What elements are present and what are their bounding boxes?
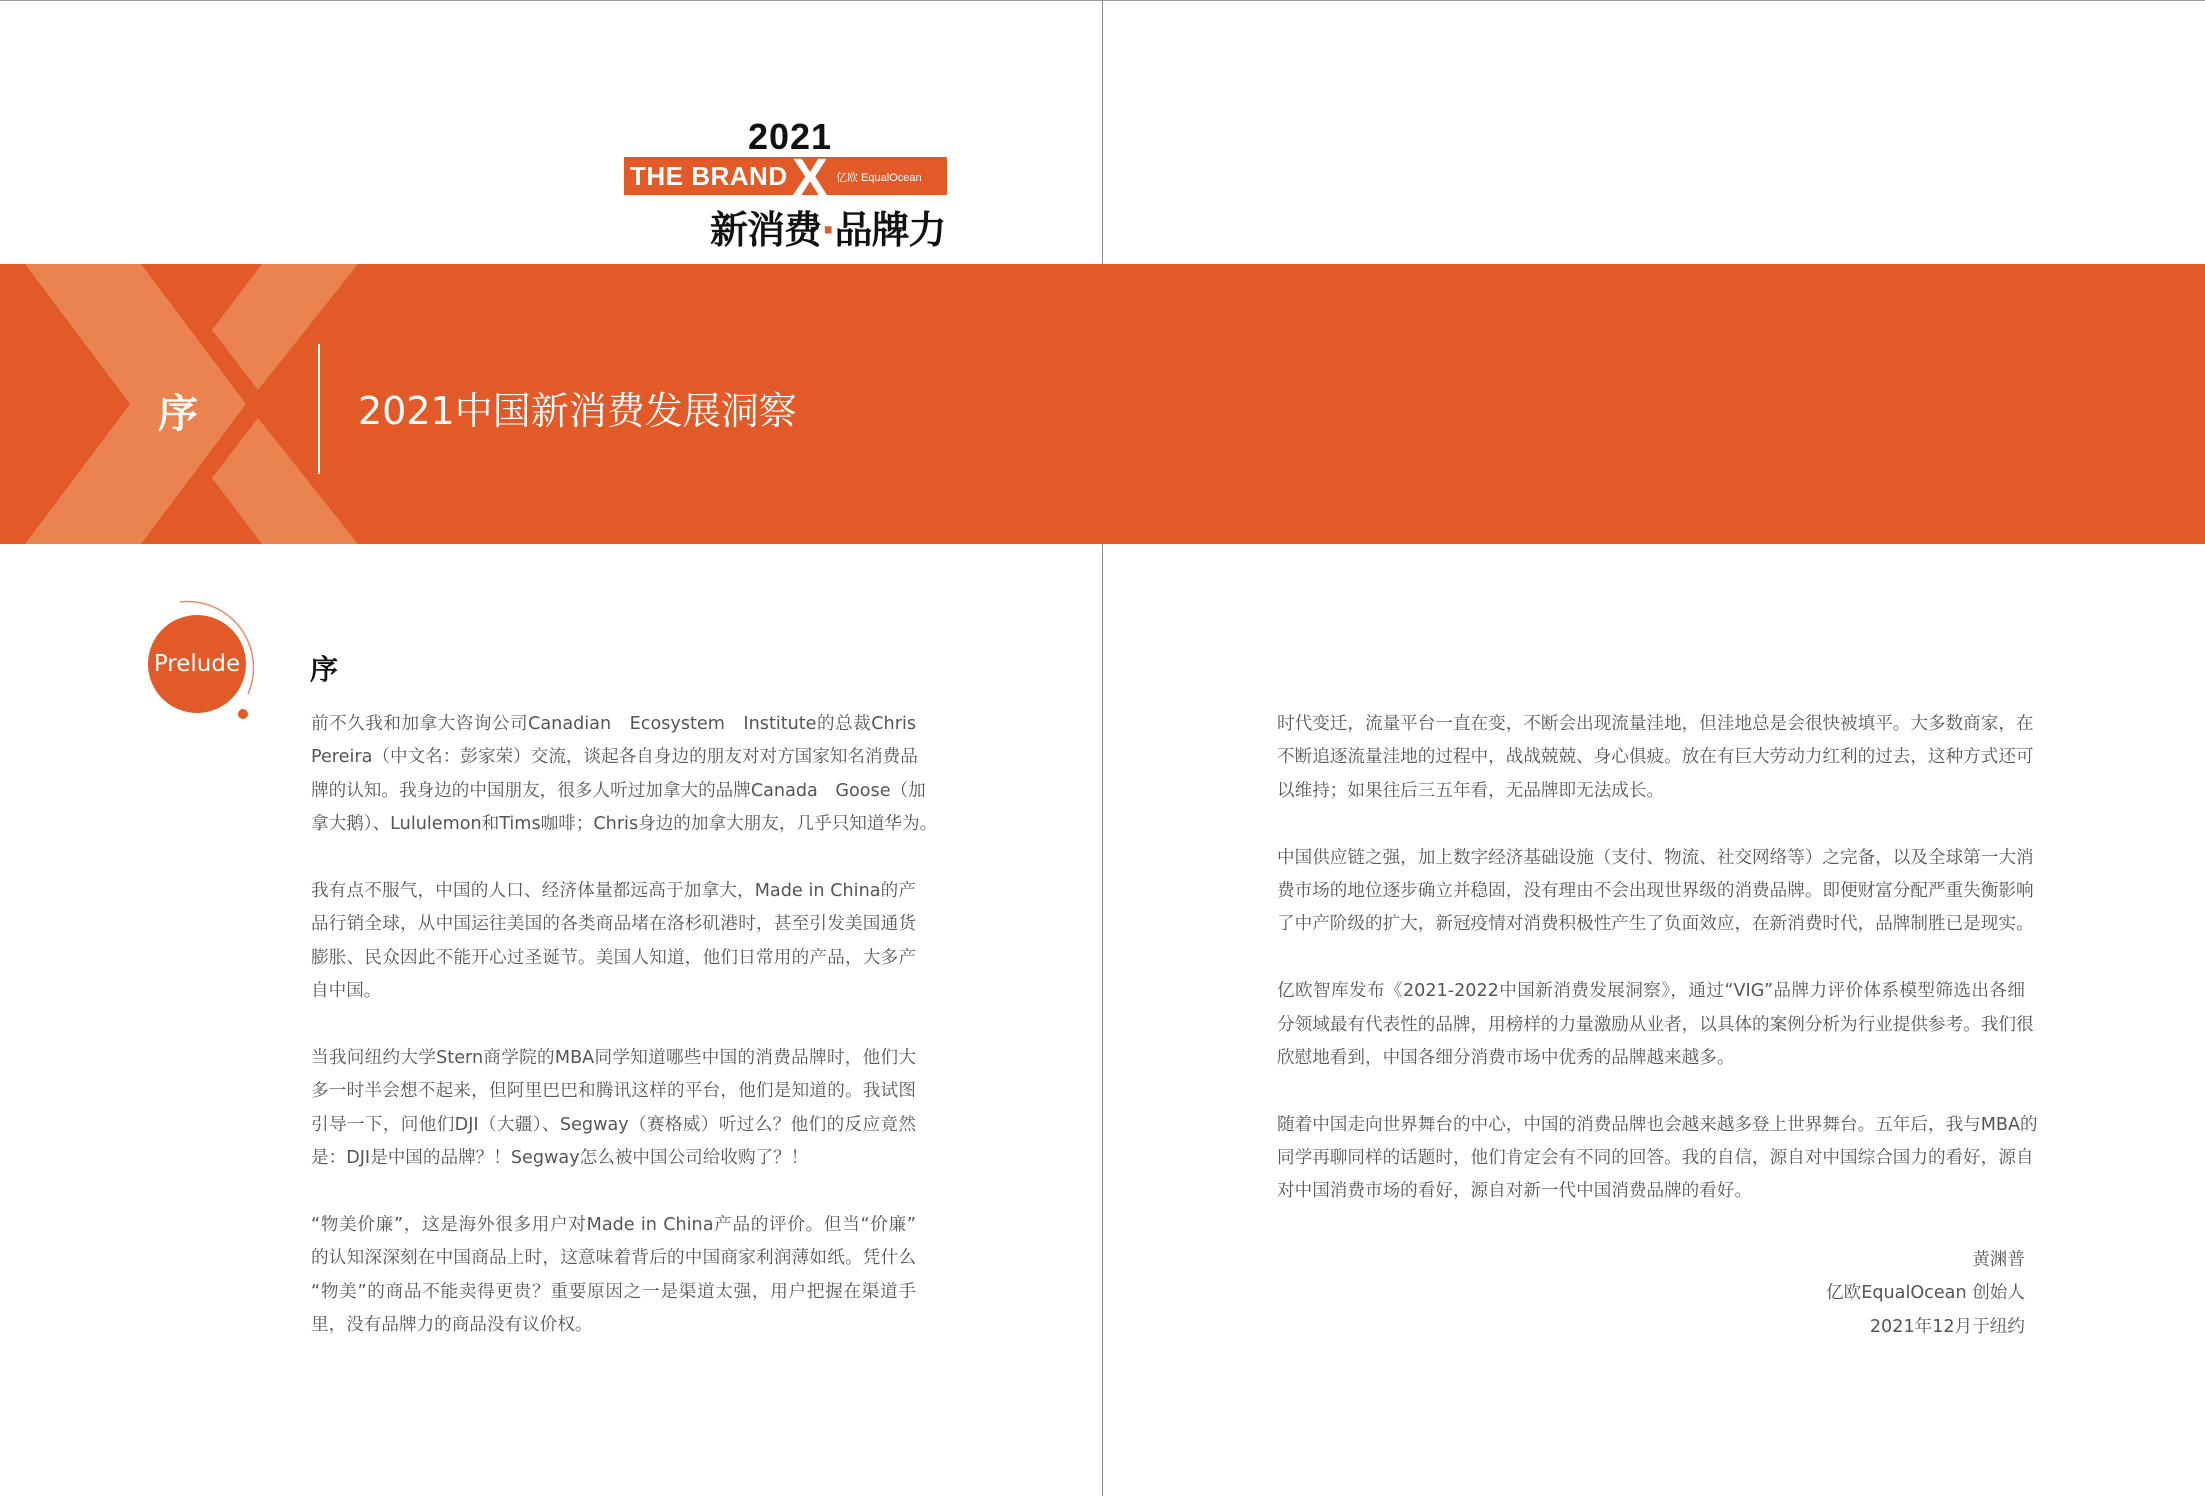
text-line: 引导一下，问他们DJI（大疆）、Segway（赛格威）听过么？他们的反应竟然 bbox=[311, 1114, 916, 1135]
banner-section-char: 序 bbox=[158, 391, 198, 437]
text-line: 了中产阶级的扩大，新冠疫情对消费积极性产生了负面效应，在新消费时代，品牌制胜已是现实。 bbox=[1277, 914, 2034, 935]
left-column-text bbox=[311, 708, 938, 1376]
text-line: 牌的认知。我身边的中国朋友，很多人听过加拿大的品牌Canada Goose（加 bbox=[311, 780, 926, 801]
logo-cn-left: 新消费 bbox=[710, 208, 822, 252]
text-line: Pereira（中文名：彭家荣）交流，谈起各自身边的朋友对对方国家知名消费品 bbox=[311, 747, 918, 768]
text-line: 自中国。 bbox=[311, 981, 382, 1002]
text-line: “物美”的商品不能卖得更贵？重要原因之一是渠道太强，用户把握在渠道手 bbox=[311, 1281, 916, 1302]
prelude-dot bbox=[238, 709, 248, 719]
logo-equalocean: 亿欧 EqualOcean bbox=[836, 172, 922, 184]
text-line: 不断追逐流量洼地的过程中，战战兢兢、身心俱疲。放在有巨大劳动力红利的过去，这种方式还可 bbox=[1277, 747, 2034, 768]
logo-cn-dot: · bbox=[821, 208, 835, 252]
paragraph bbox=[1277, 842, 2034, 942]
logo-year: 2021 bbox=[747, 116, 833, 157]
text-line: 对中国消费市场的看好，源自对新一代中国消费品牌的看好。 bbox=[1277, 1181, 1753, 1202]
section-banner bbox=[0, 264, 2205, 544]
logo-cn-right: 品牌力 bbox=[834, 208, 946, 252]
section-heading: 序 bbox=[310, 653, 339, 686]
page-spread-divider bbox=[1102, 0, 1103, 264]
logo-chinese-title bbox=[710, 199, 945, 254]
page-spread-divider bbox=[1102, 544, 1103, 1496]
text-line: 分领域最有代表性的品牌，用榜样的力量激励从业者，以具体的案例分析为行业提供参考。我们很 bbox=[1277, 1014, 2034, 1035]
text-line: 的认知深深刻在中国商品上时，这意味着背后的中国商家利润薄如纸。凭什么 bbox=[311, 1248, 916, 1269]
text-line: 欣慰地看到，中国各细分消费市场中优秀的品牌越来越多。 bbox=[1277, 1047, 1735, 1068]
signature-date: 2021年12月于纽约 bbox=[1869, 1316, 2025, 1337]
text-line: 多一时半会想不起来，但阿里巴巴和腾讯这样的平台，他们是知道的。我试图 bbox=[311, 1081, 916, 1102]
paragraph bbox=[311, 1209, 916, 1343]
text-line: 费市场的地位逐步确立并稳固，没有理由不会出现世界级的消费品牌。即便财富分配严重失衡影响 bbox=[1277, 880, 2034, 901]
text-line: 我有点不服气，中国的人口、经济体量都远高于加拿大，Made in China的产 bbox=[311, 880, 916, 901]
logo-orange-bar bbox=[624, 148, 947, 208]
text-line: 中国供应链之强，加上数字经济基础设施（支付、物流、社交网络等）之完备，以及全球第一大消 bbox=[1277, 847, 2034, 868]
text-line: 前不久我和加拿大咨询公司Canadian Ecosystem Institute的总裁Chris bbox=[311, 714, 916, 734]
prelude-badge: Prelude bbox=[148, 615, 246, 713]
logo-brand-text: THE BRAND bbox=[630, 161, 788, 191]
text-line: 时代变迁，流量平台一直在变，不断会出现流量洼地，但洼地总是会很快被填平。大多数商家，在 bbox=[1277, 714, 2034, 734]
brand-x-logo bbox=[600, 110, 980, 250]
paragraph bbox=[311, 1042, 916, 1176]
paragraph bbox=[311, 708, 938, 842]
right-column-text bbox=[1277, 708, 2038, 1242]
x-left-chevron bbox=[25, 264, 246, 544]
paragraph bbox=[1277, 1109, 2038, 1209]
banner-title: 2021中国新消费发展洞察 bbox=[358, 389, 797, 433]
text-line: 里，没有品牌力的商品没有议价权。 bbox=[311, 1315, 593, 1336]
text-line: “物美价廉”，这是海外很多用户对Made in China产品的评价。但当“价廉” bbox=[311, 1214, 916, 1235]
text-line: 品行销全球，从中国运往美国的各类商品堵在洛杉矶港时，甚至引发美国通货 bbox=[311, 914, 916, 935]
x-right-bottom-stripe bbox=[212, 418, 358, 544]
banner-separator bbox=[318, 344, 320, 474]
logo-x-mark: X bbox=[792, 148, 829, 208]
text-line: 随着中国走向世界舞台的中心，中国的消费品牌也会越来越多登上世界舞台。五年后，我与MBA的 bbox=[1277, 1114, 2038, 1135]
signature-title: 亿欧EqualOcean 创始人 bbox=[1826, 1283, 2025, 1304]
text-line: 拿大鹅）、Lululemon和Tims咖啡；Chris身边的加拿大朋友，几乎只知道华为。 bbox=[311, 814, 938, 835]
signature-name: 黄渊普 bbox=[1972, 1250, 2025, 1270]
paragraph bbox=[311, 875, 916, 1009]
text-line: 以维持；如果往后三五年看，无品牌即无法成长。 bbox=[1277, 780, 1665, 801]
x-right-top-stripe bbox=[212, 264, 358, 390]
signature-block bbox=[1600, 1244, 2025, 1344]
paragraph bbox=[1277, 975, 2034, 1075]
x-stripes-decoration bbox=[0, 264, 420, 544]
paragraph bbox=[1277, 708, 2034, 808]
text-line: 同学再聊同样的话题时，他们肯定会有不同的回答。我的自信，源自对中国综合国力的看好，源自 bbox=[1277, 1148, 2034, 1169]
text-line: 是：DJI是中国的品牌？！Segway怎么被中国公司给收购了？！ bbox=[311, 1148, 809, 1169]
text-line: 当我问纽约大学Stern商学院的MBA同学知道哪些中国的消费品牌时，他们大 bbox=[311, 1047, 916, 1068]
text-line: 亿欧智库发布《2021-2022中国新消费发展洞察》，通过“VIG”品牌力评价体系模型筛选出各细 bbox=[1277, 981, 2025, 1002]
text-line: 膨胀、民众因此不能开心过圣诞节。美国人知道，他们日常用的产品，大多产 bbox=[311, 947, 916, 968]
